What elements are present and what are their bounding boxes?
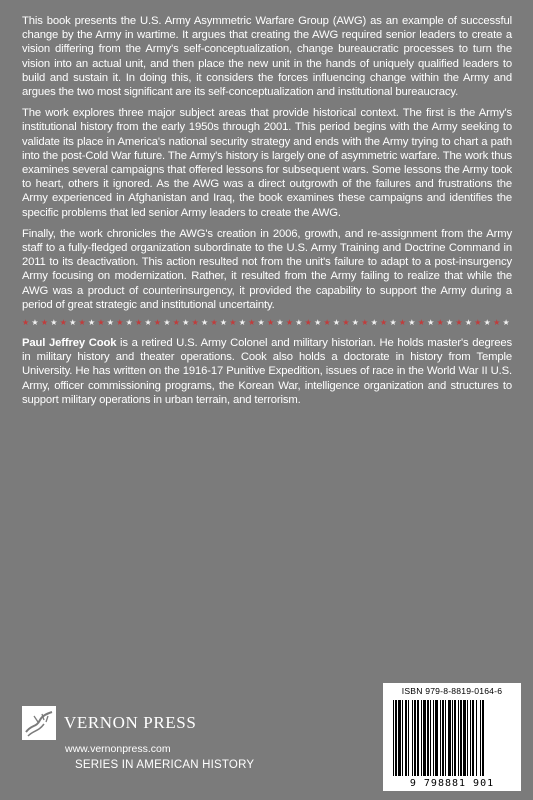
- star-icon: ★: [342, 318, 350, 328]
- star-icon: ★: [210, 318, 218, 328]
- barcode-bar: [463, 700, 466, 776]
- barcode-bar: [454, 700, 456, 776]
- star-icon: ★: [219, 318, 228, 328]
- star-icon: ★: [257, 318, 265, 328]
- star-icon: ★: [50, 318, 58, 328]
- star-icon: ★: [285, 318, 293, 328]
- isbn-barcode: [383, 683, 521, 791]
- barcode-bar: [480, 700, 481, 776]
- star-icon: ★: [97, 318, 105, 328]
- star-icon: ★: [69, 318, 77, 328]
- star-icon: ★: [172, 318, 180, 328]
- star-icon: ★: [229, 318, 237, 328]
- publisher-logo-icon: [22, 706, 56, 740]
- star-icon: ★: [116, 318, 124, 328]
- star-icon: ★: [417, 318, 425, 328]
- star-icon: ★: [427, 318, 435, 328]
- star-icon: ★: [201, 318, 209, 328]
- barcode-bar: [435, 700, 438, 776]
- star-icon: ★: [380, 318, 388, 328]
- star-icon: ★: [238, 318, 246, 328]
- star-icon: ★: [332, 318, 341, 328]
- star-icon: ★: [106, 318, 114, 328]
- blurb-paragraph-2: The work explores three major subject areas that provide historical context. The first is the Army's institutional history from the early 1950s through 2001. This period begins with the Army seeking to validate its place in America's national security strategy and ends with the Army trying to chart a path into the post-Cold War future. The Army's history is largely one of asymmetric warfare. The work thus examines several campaigns that offered lessons for subsequent wars. Some lessons the Army took to heart, others it ignored. As the AWG was a direct outgrowth of the failures and frustrations the Army experienced in Afghanistan and Iraq, the book examines these campaigns and identifies the specific problems that led senior Army leaders to create the AWG.: [22, 107, 512, 219]
- barcode-bar: [458, 700, 459, 776]
- star-icon: ★: [474, 318, 482, 328]
- star-divider: [22, 319, 510, 327]
- barcode-digits: 9 798881 901: [409, 778, 495, 789]
- barcode-bar: [423, 700, 426, 776]
- barcode-bar: [421, 700, 422, 776]
- star-icon: ★: [408, 318, 416, 328]
- blurb-paragraph-3: Finally, the work chronicles the AWG's creation in 2006, growth, and re-assignment from the Army staff to a fully-fledged organization subordinate to the U.S. Army Training and Doctrine Command in 2011 to its deactivation. This action resulted not from the unit's failure to adapt to a post-insurgency Army focusing on modernization. Rather, it resulted from the Army failing to realize that while the AWG was a product of counterinsurgency, it provided the capability to support the Army during a period of great strategic and institutional uncertainty.: [22, 227, 512, 311]
- barcode-bar: [395, 700, 397, 776]
- star-icon: ★: [436, 318, 444, 328]
- barcode-bar: [430, 700, 431, 776]
- barcode-bar: [433, 700, 434, 776]
- star-icon: ★: [370, 318, 378, 328]
- barcode-icon: [393, 700, 511, 778]
- author-bio-text: is a retired U.S. Army Colonel and military historian. He holds master's degrees in military history and theater operations. Cook also holds a doctorate in history from Temple University. He has written on the 1916-17 Punitive Expedition, issues of race in the World War II U.S. Army, officer commissioning programs, the Korean War, intelligence organization and structures to support military operations in urban terrain, and terrorism.: [22, 337, 512, 406]
- barcode-bar: [482, 700, 484, 776]
- star-icon: ★: [59, 318, 67, 328]
- barcode-bar: [393, 700, 394, 776]
- barcode-bar: [398, 700, 401, 776]
- star-icon: ★: [40, 318, 49, 328]
- barcode-bar: [470, 700, 471, 776]
- barcode-bar: [414, 700, 416, 776]
- star-icon: ★: [445, 318, 454, 328]
- barcode-bar: [427, 700, 429, 776]
- star-icon: ★: [144, 318, 152, 328]
- star-icon: ★: [125, 318, 133, 328]
- barcode-bar: [442, 700, 444, 776]
- star-icon: ★: [276, 318, 284, 328]
- back-cover-content: [22, 14, 512, 407]
- isbn-label: ISBN 979-8-8819-0164-6: [401, 686, 503, 696]
- barcode-bar: [472, 700, 474, 776]
- star-icon: ★: [191, 318, 199, 328]
- star-icon: ★: [493, 318, 501, 328]
- series-title: SERIES IN AMERICAN HISTORY: [75, 759, 255, 771]
- star-icon: ★: [323, 318, 331, 328]
- barcode-bar: [408, 700, 409, 776]
- star-icon: ★: [455, 318, 463, 328]
- barcode-bar: [476, 700, 477, 776]
- star-icon: ★: [87, 318, 96, 328]
- star-icon: ★: [398, 318, 407, 328]
- star-icon: ★: [304, 318, 312, 328]
- star-icon: ★: [351, 318, 359, 328]
- star-icon: ★: [314, 318, 322, 328]
- barcode-bar: [405, 700, 407, 776]
- barcode-bar: [460, 700, 462, 776]
- barcode-bar: [452, 700, 453, 776]
- barcode-bar: [448, 700, 451, 776]
- star-icon: ★: [361, 318, 369, 328]
- star-icon: ★: [163, 318, 171, 328]
- star-icon: ★: [483, 318, 491, 328]
- star-icon: ★: [135, 318, 143, 328]
- barcode-bar: [412, 700, 413, 776]
- star-icon: ★: [295, 318, 303, 328]
- barcode-bar: [402, 700, 403, 776]
- star-icon: ★: [502, 318, 510, 328]
- star-icon: ★: [22, 318, 30, 328]
- star-icon: ★: [31, 318, 39, 328]
- publisher-url: www.vernonpress.com: [65, 743, 171, 755]
- star-icon: ★: [464, 318, 472, 328]
- star-icon: ★: [153, 318, 162, 328]
- barcode-bar: [440, 700, 441, 776]
- publisher-name: VERNON PRESS: [64, 713, 197, 732]
- publisher-block: [22, 706, 282, 755]
- barcode-bar: [445, 700, 446, 776]
- star-icon: ★: [389, 318, 397, 328]
- star-icon: ★: [266, 318, 275, 328]
- barcode-bar: [467, 700, 468, 776]
- star-icon: ★: [78, 318, 86, 328]
- star-icon: ★: [182, 318, 190, 328]
- author-name: Paul Jeffrey Cook: [22, 337, 117, 350]
- blurb-paragraph-1: This book presents the U.S. Army Asymmetric Warfare Group (AWG) as an example of successful change by the Army in wartime. It argues that creating the AWG required senior leaders to create a vision differing from the Army's self-conceptualization, change bureaucratic processes to turn the vision into an actual unit, and then place the new unit in the hands of uniquely qualified leaders to build and sustain it. In doing this, it considers the forces influencing change within the Army and argues the two most significant are its self-conceptualization and institutional bureaucracy.: [22, 15, 512, 99]
- star-icon: ★: [248, 318, 256, 328]
- barcode-bar: [417, 700, 419, 776]
- author-bio: [22, 336, 512, 407]
